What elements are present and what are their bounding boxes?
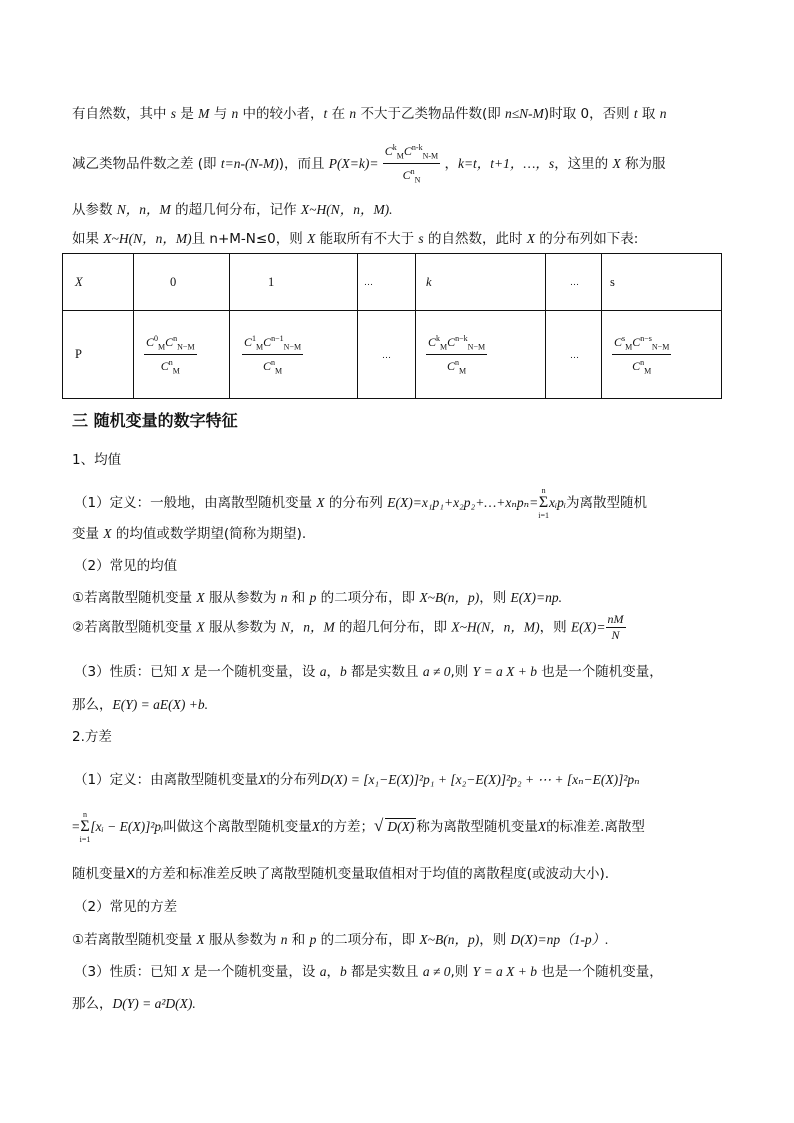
mean-fraction: $\frac{nM}{N}$: [607, 612, 624, 642]
table-cell: …: [358, 311, 416, 399]
table-cell: [416, 311, 546, 399]
common-mean-hypergeometric: ②若离散型随机变量 X 服从参数为 N，n，M 的超几何分布，即 X~H(N，n，M)，则 E(X)= $\frac{nM}{N}$: [72, 612, 624, 642]
para-line-2: 减乙类物品件数之差 (即 t=n-(N-M))，而且 P(X=k)= $\frac{C^k_MC^{n-k}_{N-M}}{C^n_N}$ ，k=t，t+1，…，s，这里的 X 称为服: [72, 140, 666, 188]
section-title: 三 随机变量的数字特征: [72, 411, 238, 430]
para-line-1: 有自然数，其中 s 是 M 与 n 中的较小者，t 在 n 不大于乙类物品件数(即 n≤N-M)时取 0，否则 t 取 n: [72, 106, 667, 122]
mean-property-line-2: 那么，E(Y) = aE(X) +b.: [72, 697, 208, 713]
summation-symbol: n Σ i=1: [538, 486, 549, 520]
table-cell: …: [358, 254, 416, 311]
probability-fraction: $\frac{C^0_MC^n_{N-M}}{C^n_M}$: [144, 331, 197, 379]
table-cell: P: [63, 311, 134, 399]
variance-definition-line-2: = n Σ i=1 [xᵢ − E(X)]²pᵢ叫做这个离散型随机变量X的方差；√ D(X) 称为离散型随机变量X的标准差.离散型: [72, 810, 645, 844]
table-cell: s: [602, 254, 722, 311]
probability-fraction: $\frac{C^s_MC^{n-s}_{N-M}}{C^n_M}$: [612, 331, 671, 379]
variance-definition-line-3: 随机变量X的方差和标准差反映了离散型随机变量取值相对于均值的离散程度(或波动大小).: [72, 866, 610, 882]
para-line-3: 从参数 N，n，M 的超几何分布，记作 X~H(N，n，M).: [72, 202, 393, 218]
table-cell: [602, 311, 722, 399]
probability-fraction: $\frac{C^1_MC^{n-1}_{N-M}}{C^n_M}$: [242, 331, 303, 379]
variance-property-line-2: 那么，D(Y) = a²D(X).: [72, 996, 196, 1012]
table-row: [63, 254, 722, 311]
sqrt-icon: √: [374, 816, 384, 835]
table-cell: k: [416, 254, 546, 311]
common-mean-binomial: ①若离散型随机变量 X 服从参数为 n 和 p 的二项分布，即 X~B(n，p)，则 E(X)=np.: [72, 590, 562, 606]
common-mean-heading: （2）常见的均值: [74, 558, 178, 574]
table-cell: 1: [230, 254, 358, 311]
table-cell: …: [546, 311, 602, 399]
subsection-mean: 1、均值: [72, 452, 122, 468]
hypergeometric-fraction: $\frac{C^k_MC^{n-k}_{N-M}}{C^n_N}$: [383, 140, 440, 188]
table-cell: …: [546, 254, 602, 311]
table-cell: [134, 311, 230, 399]
probability-fraction: $\frac{C^k_MC^{n-k}_{N-M}}{C^n_M}$: [426, 331, 487, 379]
table-cell: 0: [134, 254, 230, 311]
summation-symbol: n Σ i=1: [79, 810, 91, 844]
table-cell: [230, 311, 358, 399]
table-row: [63, 311, 722, 399]
mean-definition-line-2: 变量 X 的均值或数学期望(简称为期望).: [72, 526, 307, 542]
variance-property-line-1: （3）性质：已知 X 是一个随机变量，设 a，b 都是实数且 a ≠ 0,则 Y = a X + b 也是一个随机变量，: [74, 964, 663, 980]
subsection-variance: 2.方差: [72, 729, 112, 745]
mean-definition-line-1: （1）定义：一般地，由离散型随机变量 X 的分布列 E(X)=x₁p₁+x₂p₂+…+xₙpₙ= n Σ i=1 xᵢpᵢ为离散型随机: [74, 486, 647, 520]
distribution-table: [62, 253, 722, 399]
mean-property-line-1: （3）性质：已知 X 是一个随机变量，设 a，b 都是实数且 a ≠ 0,则 Y = a X + b 也是一个随机变量，: [74, 664, 663, 680]
common-variance-binomial: ①若离散型随机变量 X 服从参数为 n 和 p 的二项分布，即 X~B(n，p)，则 D(X)=np（1-p）.: [72, 932, 609, 948]
common-variance-heading: （2）常见的方差: [74, 899, 178, 915]
para-line-4: 如果 X~H(N，n，M)且 n+M-N≤0，则 X 能取所有不大于 s 的自然数，此时 X 的分布列如下表:: [72, 231, 639, 247]
table-cell: X: [63, 254, 134, 311]
variance-definition-line-1: （1）定义：由离散型随机变量X的分布列D(X) = [x₁−E(X)]²p₁ + [x₂−E(X)]²p₂ + ⋯ + [xₙ−E(X)]²pₙ: [74, 772, 640, 788]
